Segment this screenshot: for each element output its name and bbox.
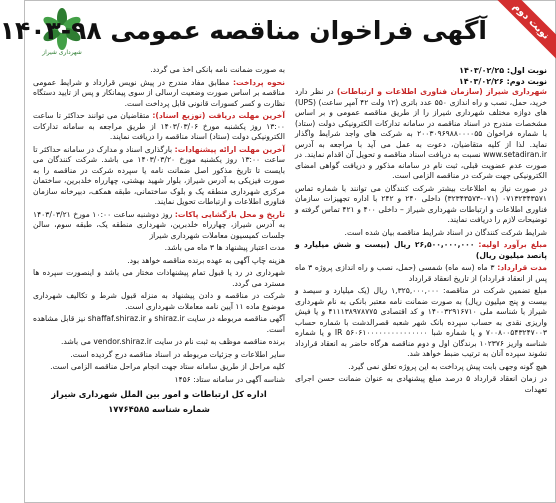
paragraph-validity: مدت اعتبار پیشنهاد ها ۳ ماه می باشد.	[164, 243, 285, 252]
paragraph-details: سایر اطلاعات و جزئیات مربوطه در اسناد مناقصه درج گردیده است.	[70, 349, 285, 359]
submit-deadline-label: آخرین مهلت ارائه پیشنهادات:	[174, 144, 285, 154]
signature-office: اداره کل ارتباطات و امور بین الملل شهرداری شیراز	[51, 389, 267, 399]
paragraph-opening	[33, 210, 285, 242]
duration-value: ۳ ماه (سه ماه) شمسی (حمل، نصب و راه اندازی پروژه ۳ ماه پس از انعقاد قرارداد) از تاریخ انعقاد قرارداد	[295, 263, 547, 283]
paragraph-payment	[33, 78, 285, 110]
paragraph-acceptance: شرکت در مناقصه و دادن پیشنهاد به منزله قبول شرط و تکالیف شهرداری موضوع ماده ۱۱ آیین نامه معاملات شهرداری است.	[33, 291, 285, 311]
signature-code: شماره شناسه ۱۷۷۶۴۵۸۵	[108, 403, 210, 414]
paragraph-prepayment: هیچ گونه وجهی بابت پیش پرداخت به این پروژه تعلق نمی گیرد.	[348, 361, 547, 371]
right-column	[295, 65, 547, 499]
payment-text: مطابق مفاد مندرج در پیش نویس قرارداد و شرایط عمومی مناقصه بر اساس صورت وضعیت ارسالی از سوی پیمانکار و پس از تایید دستگاه نظارت و کسر کسورات قانونی قابل پرداخت است.	[33, 77, 285, 108]
paragraph-rights: شهرداری در رد یا قبول تمام پیشنهادات مختار می باشد و اینصورت سپرده ها مسترد می گردد.	[33, 268, 285, 288]
paragraph-submit-deadline	[33, 145, 285, 208]
paragraph-guarantee-cont: به صورت ضمانت نامه بانکی اخذ می گردد.	[150, 65, 285, 74]
duration-label: مدت قرارداد:	[497, 263, 547, 272]
intro-text: در نظر دارد خرید، حمل، نصب و راه اندازی ۵۵۰ عدد باتری (۱۲ ولت ۴۲ آمپر ساعت) (UPS) های دوازه مختلف شهرداری شیراز را از طریق مناقصه عمومی و بر اساس مشخصات مندرج در اسناد مناقصه در سامانه تدارکات الکترونیکی دولت (ستاد) با شماره فراخوان ۲۰۰۳۰۹۶۹۸۸۰۰۰۰۵۵ به شرکت های واجد شرایط واگذار نماید. لذا از کلیه متقاضیان، دعوت به عمل می آید با مراجعه به آدرس www.setadiran.ir نسبت به دریافت اسناد مناقصه و تحویل آن اقدام نمایند. در صورت عدم عضویت قبلی، ثبت نام در سامانه مذکور و دریافت گواهی امضای الکترونیکی جهت شرکت در مناقصه الزامی است.	[295, 87, 548, 180]
notice-header	[0, 1, 556, 63]
budget-label: مبلغ برآورد اولیه:	[478, 240, 547, 249]
paragraph-setad-code: شناسه آگهی در سامانه ستاد: ۱۴۵۶	[174, 374, 285, 384]
paragraph-contact: در صورت نیاز به اطلاعات بیشتر شرکت کنندگان می توانند با شماره تماس ۰۷۱۳۲۳۴۳۵۷۱ (۰۷۱-۳۲۳۴۳۵۷۳) داخلی ۲۴۰ و ۲۴۲ با اداره تجهیزات سازمان فناوری اطلاعات و ارتباطات شهرداری شیراز – داخلی ۴۰۰ و ۴۲۱ تماس گرفته و توضیحات لازم را دریافت نمایند.	[295, 183, 547, 224]
paragraph-sites: آگهی مناقصه مربوطه در سایت shiraz.ir و shaffaf.shiraz.ir نیز قابل مشاهده است.	[32, 314, 285, 334]
paragraph-performance-guarantee: در زمان انعقاد قرارداد ۵ درصد مبلغ پیشنهادی به عنوان ضمانت حسن اجرای تعهدات	[295, 374, 547, 394]
paragraph-budget	[295, 240, 547, 261]
first-publication-date: نوبت اول: ۱۴۰۳/۰۲/۲۵	[459, 66, 547, 75]
paragraph-duration	[295, 263, 547, 284]
receive-deadline-text: متقاضیان می توانند حداکثر تا ساعت ۱۳:۰۰ روز یکشنبه مورخ ۱۴۰۳/۰۳/۰۶ از طریق مراجعه به سامانه تدارکات الکترونیکی دولت (ستاد) اسناد مناقصه را دریافت نمایند.	[33, 111, 285, 141]
round-ribbon: نوبت دوم	[491, 0, 556, 61]
left-column	[33, 65, 285, 499]
logo-caption: شهرداری شیراز	[42, 49, 82, 56]
notice-title: آگهی فراخوان مناقصه عمومی ۹۸-۱۴۰۳	[0, 16, 487, 45]
paragraph-guarantee: مبلغ تضمین شرکت در مناقصه: ۱,۳۲۵,۰۰۰,۰۰۰ ریال (یک میلیارد و سیصد و بیست و پنج میلیون ریال) به صورت ضمانت نامه معتبر بانکی به نام شهرداری شیراز با شناسه ملی ۱۴۰۰۳۲۹۱۶۷۱۰ و کد اقتصادی ۴۱۱۱۳۸۹۷۸۷۷۵ و یا فیش واریزی نقدی به حساب سپرده بانک شهر شعبه قصرالدشت با شماره حساب ۷۰۰۸۰۰۵۴۳۲۴۷۰۰۳ و یا شماره شبا IR ۵۶۰۶۱۰۰۰۰۰۰۰۰۰۰۰۰۰۰۰ و یا شماره شناسه واریز ۱۰۲۳۷۶ برندگان اول و دوم مناقصه هرگاه حاضر به انعقاد قرارداد نشوند سپرده آنان به ترتیب ضبط خواهد شد.	[295, 286, 547, 358]
opening-text: روز دوشنبه ساعت ۱۰:۰۰ مورخ ۱۴۰۳/۰۳/۲۱ به آدرس شیراز، چهارراه خلدبرین، شهرداری منطقه یک، طبقه سوم، سالن جلسات کمیسیون معاملات شهرداری شیراز	[33, 209, 285, 240]
second-publication-date: نوبت دوم: ۱۴۰۳/۰۲/۲۶	[458, 77, 547, 86]
paragraph-intro	[295, 87, 547, 182]
organization-name: شهرداری شیراز (سازمان فناوری اطلاعات و ارتباطات)	[336, 87, 547, 96]
submit-deadline-text: بارگذاری اسناد و مدارک در سامانه حداکثر تا ساعت ۱۳:۰۰ روز یکشنبه مورخ ۱۴۰۳/۰۳/۲۰ می باشد. شرکت کنندگان می بایست تا تاریخ مذکور اصل ضمانت نامه یا سپرده شرکت در مناقصه را به صورت فیزیکی به آدرس شیراز، بلوار شهید بهشتی، چهارراه خلدبرین، ساختمان مرکزی شهرداری منطقه یک و بلوک ساختمانی، طبقه همکف، دبیرخانه سازمان فناوری اطلاعات و ارتباطات تحویل نمایند.	[33, 144, 285, 206]
opening-label: تاریخ و محل بازگشایی پاکات:	[174, 209, 285, 219]
paragraph-ad-cost: هزینه چاپ آگهی به عهده برنده مناقصه خواهد بود.	[127, 255, 285, 265]
paragraph-vendor: برنده مناقصه موظف به ثبت نام در سایت vendor.shiraz.ir می باشد.	[60, 337, 285, 346]
paragraph-setad: کلیه مراحل از طریق سامانه ستاد جهت انجام مراحل مناقصه الزامی است.	[50, 362, 285, 371]
payment-label: نحوه پرداخت:	[232, 77, 285, 87]
paragraph-conditions: شرایط شرکت کنندگان در اسناد شرایط مناقصه بیان شده است.	[344, 227, 547, 237]
paragraph-receive-deadline	[33, 111, 285, 143]
budget-value: ۲۶,۵۰۰,۰۰۰,۰۰۰ ریال (بیست و شش میلیارد و پانصد میلیون ریال)	[295, 240, 547, 260]
receive-deadline-label: آخرین مهلت دریافت (توزیع اسناد):	[152, 111, 285, 120]
